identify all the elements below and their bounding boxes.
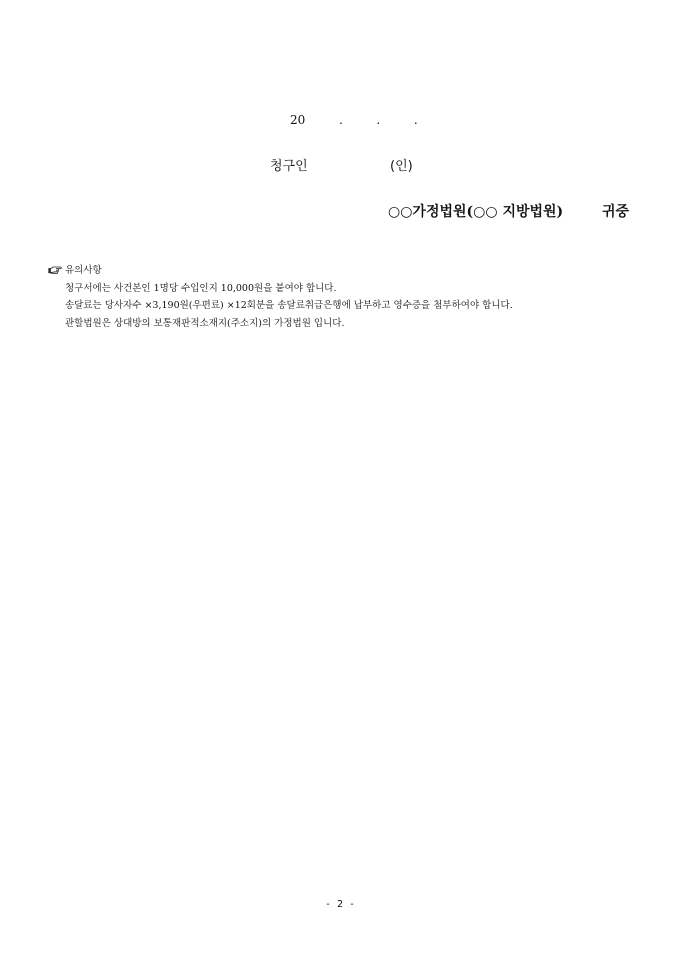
notes-section [48, 262, 513, 332]
pointing-hand-icon [48, 266, 62, 275]
notes-heading-row [48, 262, 513, 280]
claimant-label: 청구인 [270, 159, 308, 174]
date-month-separator: . [338, 113, 343, 127]
notes-heading: 유의사항 [65, 265, 102, 276]
court-name: ○○가정법원(○○ 지방법원) [388, 204, 564, 220]
note-item-service-fee: 송달료는 당사자수 ×3,190원(우편료) ×12회분을 송달료취급은행에 납부하고 영수증을 첨부하여야 합니다. [65, 300, 513, 311]
page-number: - 2 - [324, 899, 356, 910]
note-item-stamp-fee: 청구서에는 사건본인 1명당 수입인지 10,000원을 붙여야 합니다. [65, 282, 337, 294]
seal-mark: (인) [390, 159, 413, 174]
date-day-separator: . [376, 113, 381, 127]
date-line [290, 113, 418, 127]
note-item-jurisdiction: 관할법원은 상대방의 보통재판적소재지(주소지)의 가정법원 입니다. [65, 317, 345, 329]
date-end-separator: . [413, 113, 418, 127]
court-addressee-suffix: 귀중 [602, 204, 630, 220]
date-year: 20 [290, 113, 306, 127]
